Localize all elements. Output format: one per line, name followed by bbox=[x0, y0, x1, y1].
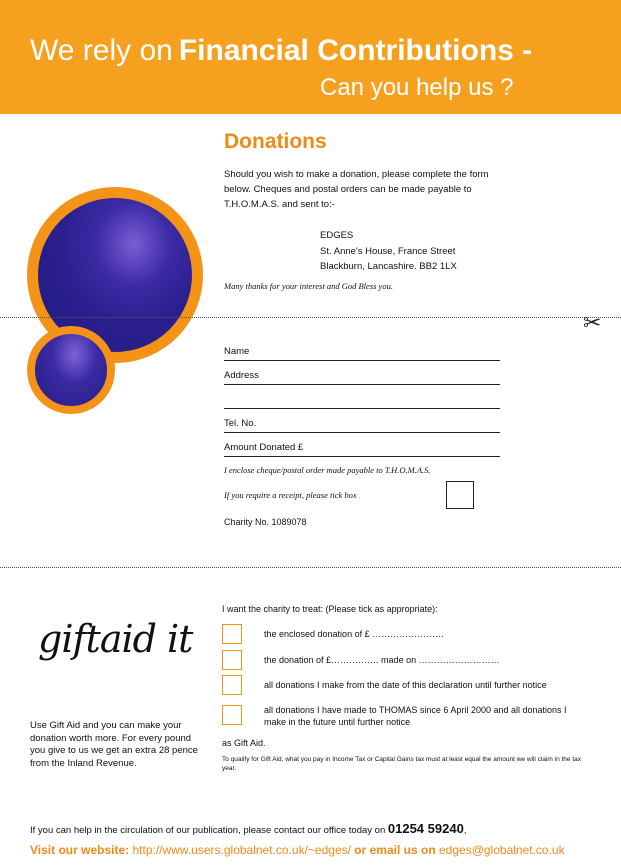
receipt-note: If you require a receipt, please tick box bbox=[224, 490, 357, 500]
decorative-circle-small bbox=[27, 326, 115, 414]
name-field[interactable] bbox=[224, 344, 500, 361]
website-link[interactable]: http://www.users.globalnet.co.uk/~edges/ bbox=[132, 843, 351, 857]
address-line: St. Anne's House, France Street bbox=[320, 245, 456, 257]
footer-contact bbox=[30, 821, 466, 836]
option-label: all donations I have made to THOMAS since 6 April 2000 and all donations I make in the future until further notice bbox=[264, 705, 567, 727]
footer-web bbox=[30, 843, 565, 857]
cut-line bbox=[0, 317, 621, 318]
header-banner bbox=[0, 0, 621, 114]
treat-label: I want the charity to treat: (Please tick as appropriate): bbox=[222, 604, 438, 614]
donations-title: Donations bbox=[224, 130, 327, 153]
donations-intro: Should you wish to make a donation, please complete the form below. Cheques and postal orders can be made payable to T.H.O.M.A.S. and sent to:- bbox=[224, 169, 489, 210]
name-label: Name bbox=[224, 346, 250, 357]
as-gift-aid: as Gift Aid. bbox=[222, 738, 266, 748]
receipt-checkbox[interactable] bbox=[446, 481, 474, 509]
header-line2: Can you help us ? bbox=[320, 74, 514, 101]
option-checkbox[interactable] bbox=[222, 705, 242, 725]
postal-address bbox=[320, 228, 457, 275]
enclose-note: I enclose cheque/postal order made payable to T.H.O.M.A.S. bbox=[224, 465, 431, 475]
address-line: Blackburn, Lancashire. BB2 1LX bbox=[320, 261, 457, 272]
address-label: Address bbox=[224, 370, 259, 381]
scissors-icon: ✂ bbox=[583, 310, 602, 335]
tel-label: Tel. No. bbox=[224, 418, 257, 429]
option-checkbox[interactable] bbox=[222, 624, 242, 644]
option-label: the donation of £……………. made on ……………………… bbox=[264, 655, 500, 665]
address-field-line2[interactable] bbox=[224, 392, 500, 409]
cut-line-2 bbox=[0, 567, 621, 568]
option-checkbox[interactable] bbox=[222, 650, 242, 670]
or-email-label: or email us on bbox=[354, 843, 436, 857]
giftaid-intro: Use Gift Aid and you can make your donation worth more. For every pound you give to us we get an extra 28 pence from the Inland Revenue. bbox=[30, 720, 198, 769]
address-line: EDGES bbox=[320, 230, 354, 241]
amount-field[interactable] bbox=[224, 440, 500, 457]
giftaid-logo: giftaid it bbox=[38, 617, 193, 661]
footer-contact-text: If you can help in the circulation of our publication, please contact our office today on bbox=[30, 825, 386, 836]
option-checkbox[interactable] bbox=[222, 675, 242, 695]
header-line1-plain: We rely on bbox=[30, 34, 173, 67]
email-link[interactable]: edges@globalnet.co.uk bbox=[439, 843, 565, 857]
header-line1-bold: Financial Contributions - bbox=[178, 34, 533, 67]
charity-number: Charity No. 1089078 bbox=[224, 517, 307, 527]
qualify-note: To qualify for Gift Aid, what you pay in Income Tax or Capital Gains tax must at least equal the amount we will claim in the tax year. bbox=[222, 756, 581, 772]
footer-phone: 01254 59240 bbox=[387, 821, 464, 836]
option-label: all donations I make from the date of this declaration until further notice bbox=[264, 680, 547, 690]
website-label: Visit our website: bbox=[30, 843, 130, 857]
amount-label: Amount Donated £ bbox=[224, 442, 304, 453]
address-field[interactable] bbox=[224, 368, 500, 385]
option-label: the enclosed donation of £ …………………… bbox=[264, 629, 445, 639]
header-line1 bbox=[30, 34, 532, 68]
thanks-note: Many thanks for your interest and God Bless you. bbox=[224, 281, 393, 291]
footer-phone-suffix: , bbox=[463, 825, 467, 836]
tel-field[interactable] bbox=[224, 416, 500, 433]
